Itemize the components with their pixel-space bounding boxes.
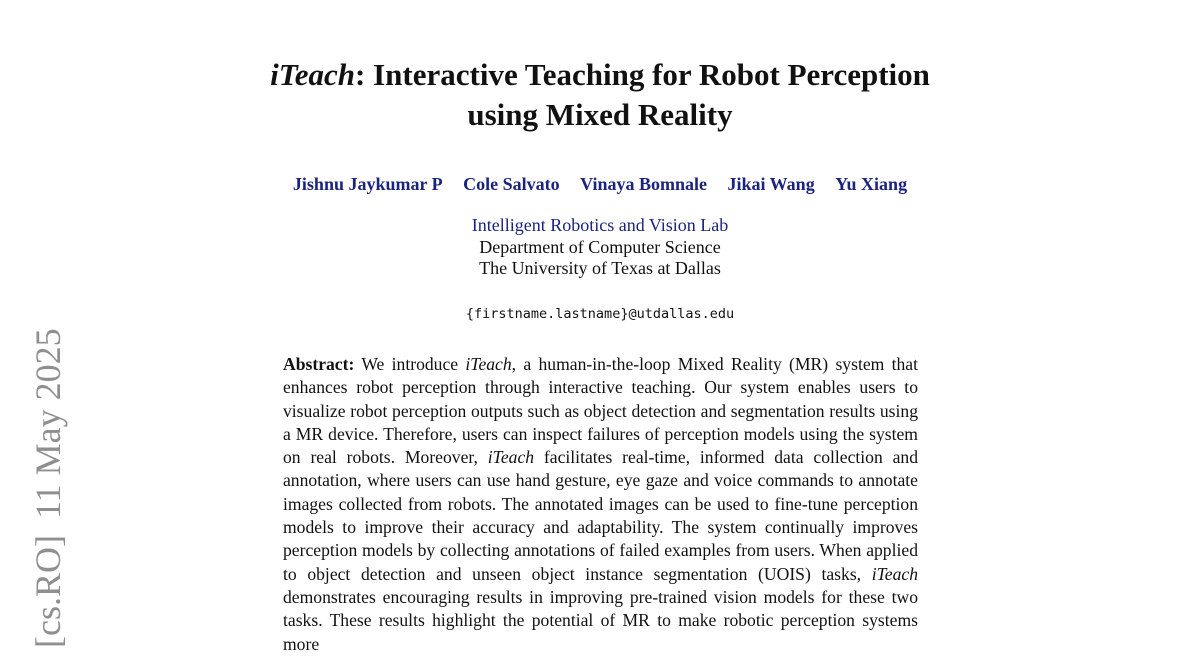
arxiv-category: [cs.RO]	[28, 535, 68, 648]
author-name[interactable]: Jikai Wang	[727, 174, 815, 194]
affiliation-block	[0, 215, 1200, 280]
author-name[interactable]: Jishnu Jaykumar P	[292, 174, 443, 194]
arxiv-date: 11 May 2025	[28, 328, 68, 520]
abstract	[283, 353, 918, 656]
title-line2: using Mixed Reality	[467, 97, 733, 132]
author-name[interactable]: Yu Xiang	[835, 174, 908, 194]
university-name: The University of Texas at Dallas	[479, 258, 721, 278]
lab-link[interactable]: Intelligent Robotics and Vision Lab	[471, 215, 729, 235]
paper-title	[0, 55, 1200, 135]
author-name[interactable]: Vinaya Bomnale	[580, 174, 707, 194]
arxiv-stamp	[24, 328, 72, 648]
abstract-system-name: iTeach	[871, 563, 918, 584]
title-line1-rest: : Interactive Teaching for Robot Perception	[355, 57, 930, 92]
author-name[interactable]: Cole Salvato	[463, 174, 560, 194]
abstract-heading: Abstract:	[283, 354, 355, 374]
author-list	[0, 173, 1200, 195]
department-name: Department of Computer Science	[479, 236, 721, 257]
abstract-system-name: iTeach	[465, 354, 512, 374]
title-system-name: iTeach	[270, 57, 356, 92]
abstract-text: facilitates real-time, informed data collection and annotation, where users can use hand gesture, eye gaze and voice commands to annotate images collected from robots. The annotated images can be used to fine-tune perception models to improve their accuracy and adaptability. The system continually improves perception models by collecting annotations of failed examples from users. When applied to object detection and unseen object instance segmentation (UOIS) tasks,	[283, 447, 918, 584]
abstract-text: , a human-in-the-loop Mixed Reality (MR) system that enhances robot perception through interactive teaching. Our system enables users to visualize robot perception outputs such as object detection and segmentation results using a MR device. Therefore, users can inspect failures of perception models using the system on real robots. Moreover,	[283, 354, 919, 468]
abstract-text: We introduce	[354, 354, 466, 374]
author-email: {firstname.lastname}@utdallas.edu	[465, 306, 735, 322]
abstract-system-name: iTeach	[487, 447, 535, 468]
abstract-text: demonstrates encouraging results in improving pre-trained vision models for these two tasks. These results highlight the potential of MR to make robotic perception systems more	[283, 586, 918, 654]
